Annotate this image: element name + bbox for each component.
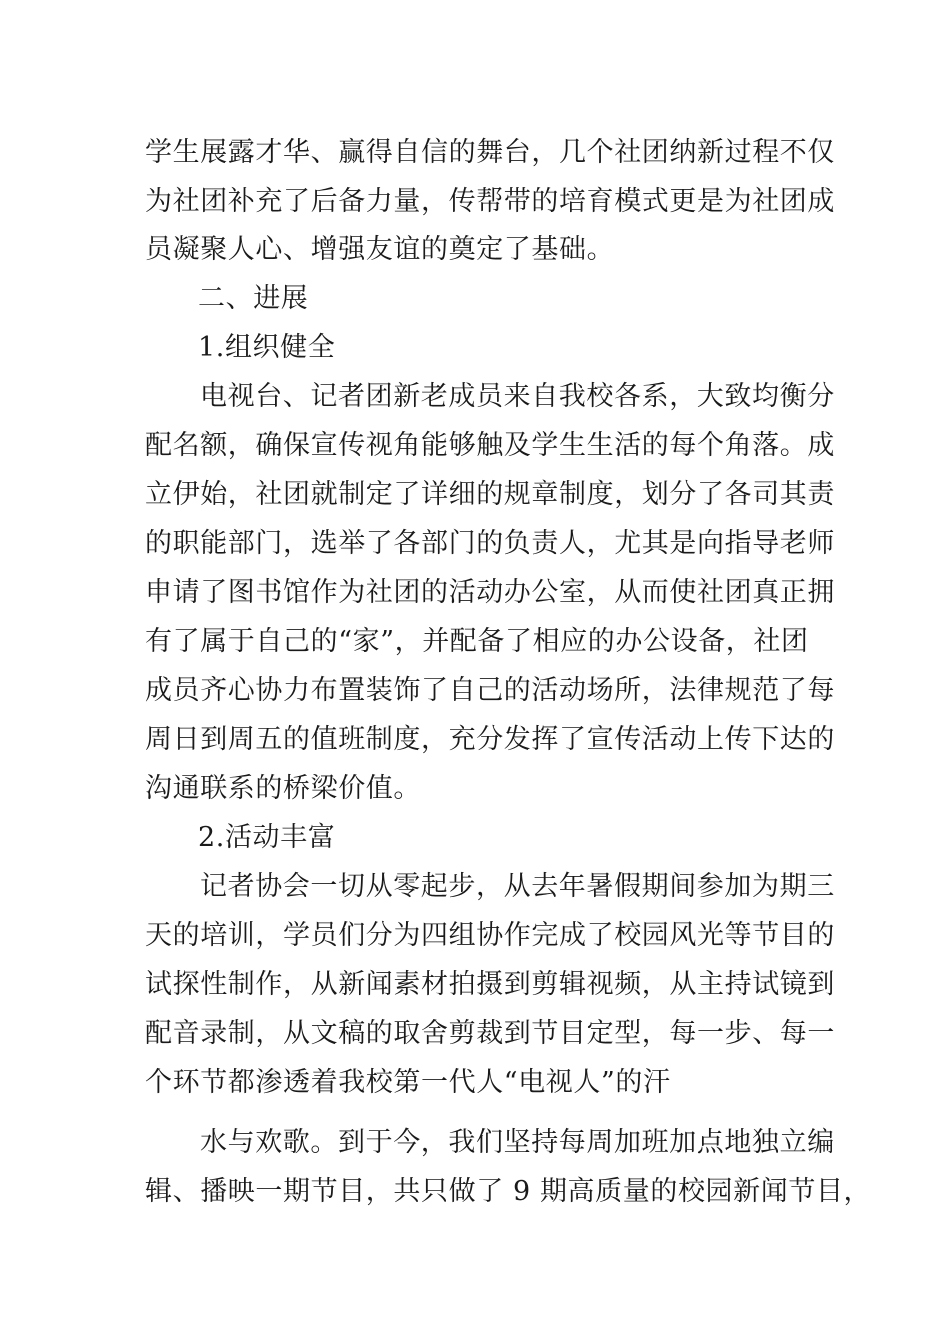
text-line: 辑、播映一期节目，共只做了 9 期高质量的校园新闻节目， [145,1176,872,1207]
paragraph-first-line: 水与欢歌。到于今，我们坚持每周加班加点地独立编 [200,1127,835,1158]
text-line: 成员齐心协力布置装饰了自己的活动场所，法律规范了每 [145,675,835,706]
text-line: 有了属于自己的“家”，并配备了相应的办公设备，社团 [145,626,809,657]
paragraph-first-line: 记者协会一切从零起步，从去年暑假期间参加为期三 [200,871,835,902]
text-line: 个环节都渗透着我校第一代人“电视人”的汗 [145,1067,671,1098]
text-line: 员凝聚人心、增强友谊的奠定了基础。 [145,234,615,265]
subsection-heading: 1.组织健全 [198,332,336,363]
text-line: 申请了图书馆作为社团的活动办公室，从而使社团真正拥 [145,577,835,608]
text-line: 天的培训，学员们分为四组协作完成了校园风光等节目的 [145,920,835,951]
text-line: 为社团补充了后备力量，传帮带的培育模式更是为社团成 [145,186,835,217]
text-line: 配音录制，从文稿的取舍剪裁到节目定型，每一步、每一 [145,1018,835,1049]
text-line: 学生展露才华、赢得自信的舞台，几个社团纳新过程不仅 [145,137,835,168]
text-line: 沟通联系的桥梁价值。 [145,773,421,804]
paragraph-first-line: 电视台、记者团新老成员来自我校各系，大致均衡分 [200,381,835,412]
text-line: 的职能部门，选举了各部门的负责人，尤其是向指导老师 [145,528,835,559]
section-heading: 二、进展 [198,283,309,314]
text-line: 配名额，确保宣传视角能够触及学生生活的每个角落。成 [145,430,835,461]
subsection-heading: 2.活动丰富 [198,822,336,853]
text-line: 周日到周五的值班制度，充分发挥了宣传活动上传下达的 [145,724,835,755]
text-line: 立伊始，社团就制定了详细的规章制度，划分了各司其责 [145,479,835,510]
text-line: 试探性制作，从新闻素材拍摄到剪辑视频，从主持试镜到 [145,969,835,1000]
